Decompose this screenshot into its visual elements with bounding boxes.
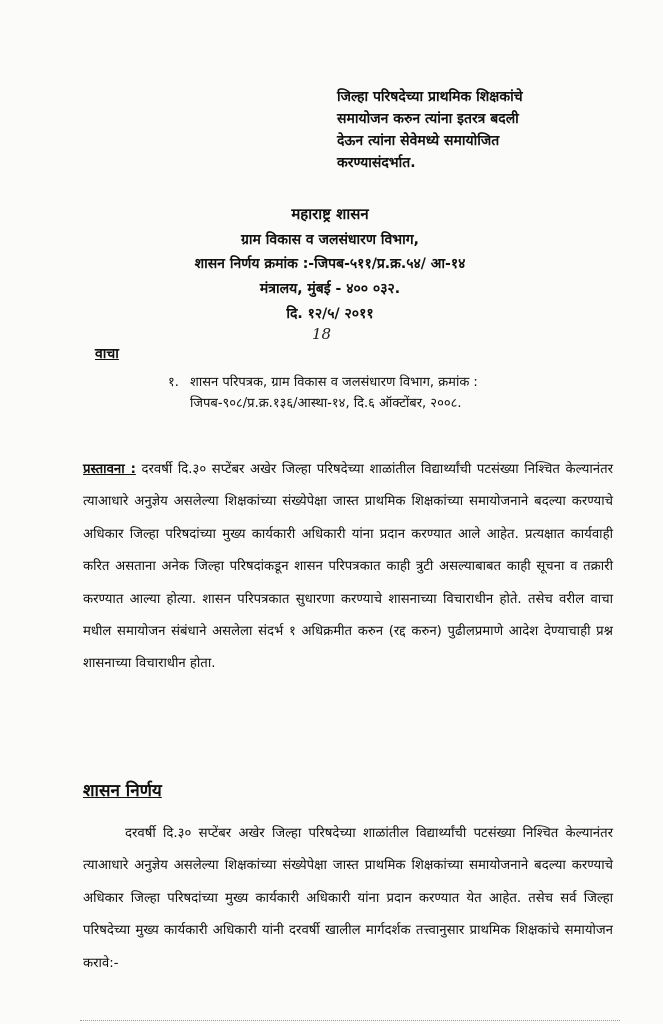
- decision-paragraph: दरवर्षी दि.३० सप्टेंबर अखेर जिल्हा परिषदेच्या शाळांतील विद्यार्थ्यांची पटसंख्या निश्चित केल्यानंतर त्याआधारे अनुज्ञेय असलेल्या शिक्षकांच्या संख्येपेक्षा जास्त प्राथमिक शिक्षकांच्या समायोजनाने बदल्या करण्याचे अधिकार जिल्हा परिषदांच्या मुख्य कार्यकारी अधिकारी यांना प्रदान करण्यात येत आहेत. तसेच सर्व जिल्हा परिषदेच्या मुख्य कार्यकारी अधिकारी यांनी दरवर्षी खालील मार्गदर्शक तत्त्वानुसार प्राथमिक शिक्षकांचे समायोजन करावे:-: [83, 826, 613, 971]
- department-name: ग्राम विकास व जलसंधारण विभाग,: [241, 232, 419, 248]
- reference-number: १.: [168, 375, 179, 390]
- reference-text: शासन परिपत्रक, ग्राम विकास व जलसंधारण विभाग, क्रमांक : जिपब-९०८/प्र.क्र.१३६/आस्था-१४, दि.६ ऑक्टोंबर, २००८.: [190, 375, 478, 411]
- preamble-text: दरवर्षी दि.३० सप्टेंबर अखेर जिल्हा परिषदेच्या शाळांतील विद्यार्थ्यांची पटसंख्या निश्चित केल्यानंतर त्याआधारे अनुज्ञेय असलेल्या शिक्षकांच्या संख्येपेक्षा जास्त प्राथमिक शिक्षकांच्या समायोजनाने बदल्या करण्याचे अधिकार जिल्हा परिषदांच्या मुख्य कार्यकारी अधिकारी यांना प्रदान करण्यात आले आहेत. प्रत्यक्षात कार्यवाही करित असताना अनेक जिल्हा परिषदांकडून शासन परिपत्रकात काही त्रुटी असल्याबाबत काही सूचना व तक्रारी करण्यात आल्या होत्या. शासन परिपत्रकात सुधारणा करण्याचे शासनाच्या विचाराधीन होते. तसेच वरील वाचा मधील समायोजन संबंधाने असलेला संदर्भ १ अधिक्रमीत करुन (रद्द करुन) पुढीलप्रमाणे आदेश देण्याचाही प्रश्न शासनाच्या विचाराधीन होता.: [83, 462, 613, 672]
- subject-line: जिल्हा परिषदेच्या प्राथमिक शिक्षकांचे: [337, 89, 523, 105]
- decision-heading: शासन निर्णय: [83, 781, 162, 801]
- read-heading: वाचा: [95, 346, 119, 362]
- reference-item: [168, 372, 528, 414]
- office-address: मंत्रालय, मुंबई - ४०० ०३२.: [259, 281, 401, 297]
- handwritten-mark: 18: [312, 325, 332, 343]
- subject-line: समायोजन करुन त्यांना इतरत्र बदली: [337, 111, 519, 127]
- subject-block: [337, 86, 637, 174]
- preamble-paragraph: [83, 454, 613, 681]
- subject-line: देऊन त्यांना सेवेमध्ये समायोजित: [337, 133, 500, 149]
- gr-number: शासन निर्णय क्रमांक :-जिपब-५११/प्र.क्र.५४/ आ-१४: [194, 256, 466, 272]
- government-name: महाराष्ट्र शासन: [291, 205, 369, 223]
- document-date: दि. १२/५/ २०११: [286, 306, 374, 322]
- subject-line: करण्यासंदर्भात.: [337, 155, 416, 171]
- page-divider: [80, 1020, 620, 1021]
- preamble-label: प्रस्तावना :: [83, 462, 136, 477]
